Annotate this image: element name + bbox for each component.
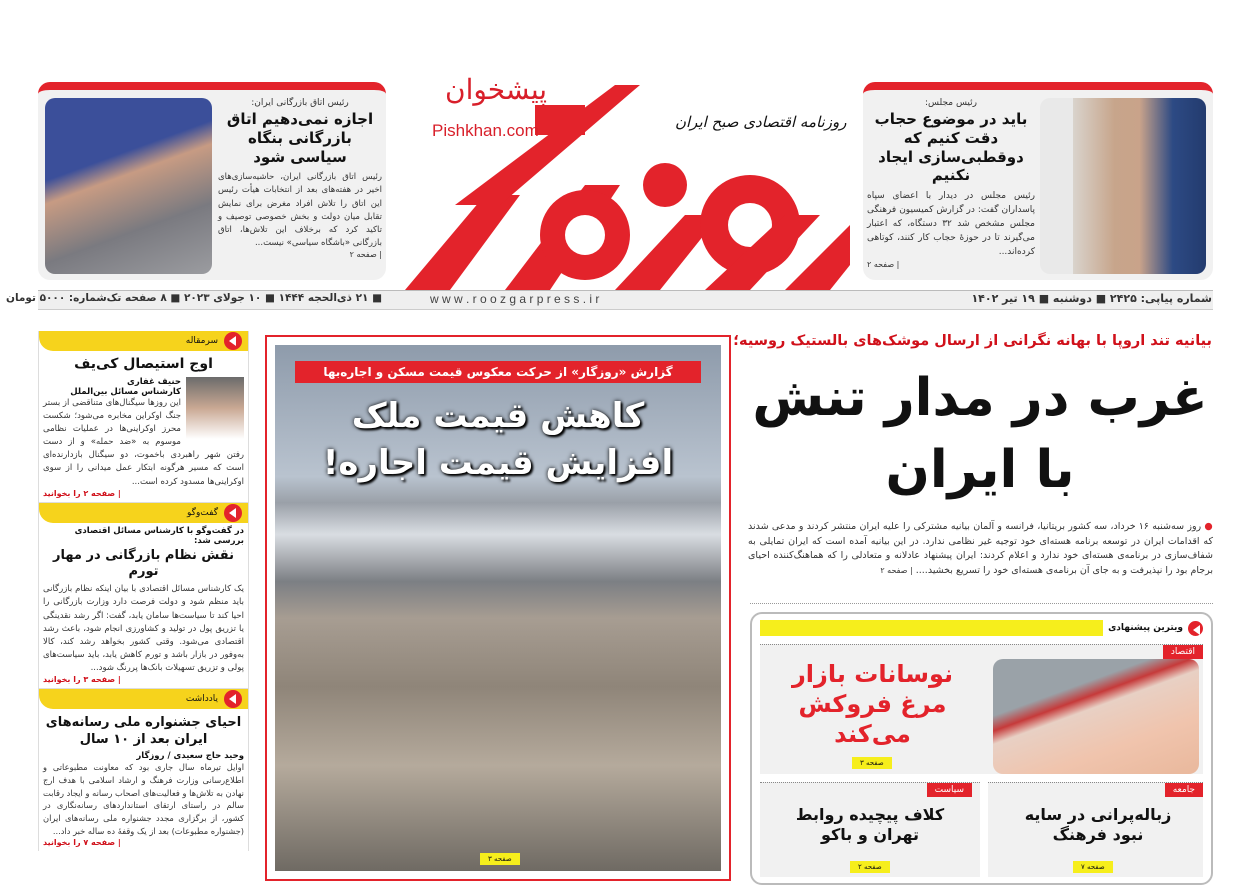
center-feature[interactable]	[265, 335, 731, 881]
left-column	[38, 331, 249, 851]
page-ref[interactable]: صفحه ۳	[480, 853, 520, 865]
author-title: کارشناس مسائل بین‌الملل	[70, 386, 181, 397]
arrow-icon	[224, 504, 242, 522]
vitrine-item-economy[interactable]	[760, 644, 1203, 774]
poultry-photo	[993, 659, 1199, 774]
headline[interactable]: زباله‌پرانی در سایه نبود فرهنگ	[1024, 805, 1172, 844]
section-tag: جامعه	[1165, 783, 1203, 797]
lead-kicker: بیانیه تند اروپا با بهانه نگرانی از ارسال موشک‌های بالستیک روسیه؛	[733, 333, 1212, 349]
section-tag: سیاست	[927, 783, 972, 797]
divider	[750, 603, 1213, 604]
kicker: رئیس اتاق بازرگانی ایران:	[251, 98, 349, 108]
lead-headline-1[interactable]: غرب در مدار تنش	[752, 368, 1208, 428]
headline[interactable]: نقش نظام بازرگانی در مهار تورم	[52, 547, 235, 579]
watermark-en: Pishkhan.com	[432, 121, 539, 140]
headline[interactable]: اوج استیصال کی‌یف	[74, 356, 213, 372]
headline[interactable]: احیای جشنواره ملی رسانه‌های ایران بعد از ۱۰ سال	[45, 715, 242, 747]
page-ref[interactable]: | صفحه ۲	[867, 259, 900, 269]
body-text: رئیس اتاق بازرگانی ایران، حاشیه‌سازی‌های اخیر در هفته‌های بعد از انتخابات هیأت رئیس این اتاق را تلاش افراد مغرض برای نمایش تقابل میان دولت و بخش خصوصی توصیف و تاکید کرد که برخلاف این تلاش‌ها، اتاق بازرگانی «باشگاه سیاسی» نیست...	[218, 172, 382, 249]
editorial[interactable]	[39, 331, 248, 502]
page-ref[interactable]: صفحه ۳	[852, 757, 892, 769]
headline[interactable]: اجازه نمی‌دهیم اتاق بازرگانی بنگاه سیاسی شود	[226, 110, 374, 166]
headline[interactable]: کلاف پیچیده روابط تهران و باکو	[795, 805, 945, 844]
section-tag: اقتصاد	[1163, 645, 1203, 659]
top-left-story[interactable]	[38, 82, 386, 280]
bullet-icon: ●	[1201, 521, 1213, 532]
arrow-icon	[224, 690, 242, 708]
note[interactable]	[39, 688, 248, 851]
tehran-skyline-photo	[275, 345, 721, 871]
slogan: روزنامه اقتصادی صبح ایران	[675, 113, 847, 131]
page-ref[interactable]: | صفحه ۲ را بخوانید	[43, 488, 121, 498]
watermark-fa: پیشخوان	[445, 73, 548, 106]
page-ref[interactable]: | صفحه ۷ را بخوانید	[43, 838, 121, 848]
body-text: رئیس مجلس در دیدار با اعضای سپاه پاسداران گفت: در گزارش کمیسیون فرهنگی مجلس مشخص شد ۳۲ دستگاه، که اعتبار می‌گیرند تا در حوزهٔ حجاب کار کنند، کوتاهی کرده‌اند...	[867, 191, 1035, 257]
lead-headline-2[interactable]: با ایران	[885, 440, 1075, 500]
page-ref[interactable]: | صفحه ۲	[349, 250, 382, 260]
speaker-photo	[1040, 98, 1206, 274]
section-label: گفت‌وگو	[187, 507, 218, 518]
website-url[interactable]: w w w . r o o z g a r p r e s s . i r	[430, 292, 600, 306]
vitrine-item-politics[interactable]	[760, 782, 980, 877]
feature-kicker: گزارش «روزگار» از حرکت معکوس قیمت مسکن و اجاره‌بها	[295, 361, 701, 383]
body-text: اوایل تیرماه سال جاری بود که معاونت مطبوعاتی و اطلاع‌رسانی وزارت فرهنگ و ارشاد اسلامی با هدف ارج نهادن به تلاش‌ها و فعالیت‌های اصحاب رسانه و ایجاد رقابت سالم در راستای ارتقای استانداردهای رسانه‌نگاری در کشور، از برگزاری مجدد جشنواره ملی رسانه‌های ایران (جشنواره مطبوعات) بعد از یک وقفهٔ ده ساله خبر داد...	[43, 761, 244, 837]
yellow-bar	[760, 620, 1103, 636]
section-label: یادداشت	[185, 694, 218, 705]
top-right-story[interactable]	[863, 82, 1213, 280]
page-ref[interactable]: | صفحه ۲	[880, 566, 913, 576]
vitrine-item-society[interactable]	[988, 782, 1203, 877]
interview[interactable]	[39, 502, 248, 689]
headline[interactable]: نوسانات بازار مرغ فروکش می‌کند	[791, 660, 954, 748]
roozgar-logo	[405, 75, 850, 290]
arrow-icon	[1188, 621, 1203, 636]
page-ref[interactable]: صفحه ۲	[850, 861, 890, 873]
feature-headline-2[interactable]: افزایش قیمت اجاره!	[322, 442, 674, 483]
vitrine-title: ویترین پیشنهادی	[1108, 623, 1183, 633]
kicker: در گفت‌وگو با کارشناس مسائل اقتصادی بررسی شد:	[74, 525, 244, 546]
lead-body: ● روز سه‌شنبه ۱۶ خرداد، سه کشور بریتانیا، فرانسه و آلمان بیانیه مشترکی را علیه ایران منتشر کردند و مدعی شدند که اقدامات ایران در توسعه برنامه هسته‌ای خود توجیه غیر نظامی ندارد. در این بیانیه آمده است که ایران تمایلی به شفاف‌سازی در برنامه‌ی هسته‌ای خود ندارد و اعلام کردند: ایران پیشنهاد عادلانه و متعادلی را که هماهنگ‌کننده احیای برجام بود را نپذیرفت و به جای آن برنامه‌ی هسته‌ای خود را تسریع بخشید.... | صفحه ۲	[748, 521, 1213, 577]
chamber-head-photo	[45, 98, 212, 274]
vitrine-box	[750, 612, 1213, 885]
author-photo	[186, 377, 244, 439]
page-ref[interactable]: صفحه ۷	[1073, 861, 1113, 873]
arrow-icon	[224, 332, 242, 350]
kicker: رئیس مجلس:	[924, 98, 978, 108]
issue-line: شماره پیاپی: ۲۴۲۵ ■ دوشنبه ■ ۱۹ تیر ۱۴۰۲	[971, 292, 1212, 305]
author-name: وحید حاج سعیدی / روزگار	[136, 750, 244, 761]
body-text: یک کارشناس مسائل اقتصادی با بیان اینکه نظام بازرگانی باید منظم شود و دولت فرصت دارد وزارت بازرگانی را احیا کند تا سیاست‌ها سامان یابد، گفت: اگر رشد نقدینگی یا تزریق پول در تولید و کشاورزی انجام شود، باعث رشد اقتصادی می‌شود. وقتی کشور بخواهد رشد کند، کالا به‌وفور در بازار باشد و تورم کاهش یابد، باید سیاست‌های پولی و تزریق تسهیلات بانک‌ها پررنگ شود...	[43, 584, 244, 674]
date-line: ■ ۲۱ ذی‌الحجه ۱۴۴۴ ■ ۱۰ جولای ۲۰۲۳ ■ ۸ صفحه تک‌شماره: ۵۰۰۰ تومان	[6, 292, 382, 304]
masthead	[395, 55, 855, 290]
body-text: این روزها سیگنال‌های متناقضی از بستر جنگ اوکراین مخابره می‌شود؛ شکست محرز اوکراینی‌ها در عملیات نظامی موسوم به «ضد حمله» و از دست رفتن شهر راهبردی باخموت، دو سیگنال بازدارنده‌ای است که مسیر هرگونه ابتکار عمل میدانی را از سوی اوکراینی‌ها مسدود کرده است...	[43, 397, 244, 487]
author-name: حنیف غفاری	[127, 376, 181, 387]
feature-headline-1[interactable]: کاهش قیمت ملک	[351, 396, 645, 436]
page-ref[interactable]: | صفحه ۳ را بخوانید	[43, 675, 121, 685]
headline[interactable]: باید در موضوع حجاب دقت کنیم که دوقطبی‌سازی ایجاد نکنیم	[874, 110, 1028, 185]
section-label: سرمقاله	[185, 336, 218, 346]
vitrine-header	[760, 619, 1203, 637]
